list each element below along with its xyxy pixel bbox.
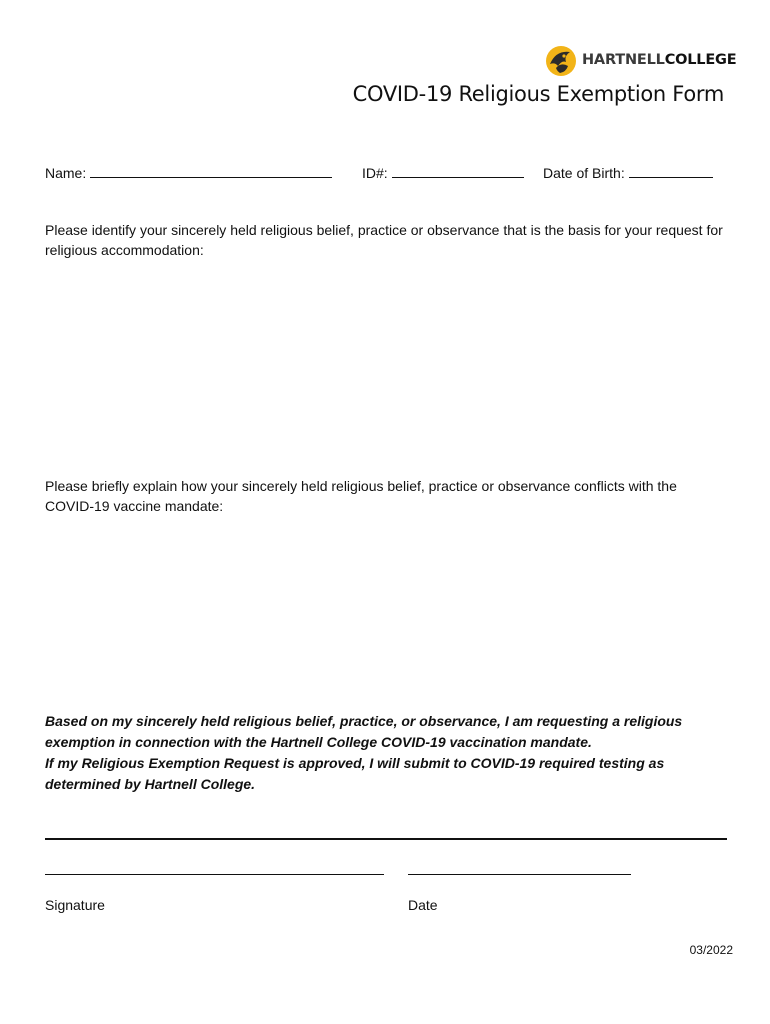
- date-label: Date: [408, 897, 438, 913]
- logo-text-college: COLLEGE: [664, 52, 737, 68]
- hartnell-hawk-logo-icon: [544, 44, 578, 78]
- logo-wordmark: [582, 52, 736, 68]
- signature-label: Signature: [45, 897, 105, 913]
- dob-label: Date of Birth:: [543, 165, 625, 181]
- section-divider: [45, 838, 727, 840]
- page-title: COVID-19 Religious Exemption Form: [352, 82, 724, 106]
- conflict-question: Please briefly explain how your sincerely held religious belief, practice or observance conflicts with the COVID-19 vaccine mandate:: [45, 478, 677, 514]
- conflict-answer-area[interactable]: [45, 526, 725, 696]
- name-field-line[interactable]: [90, 163, 332, 178]
- id-label: ID#:: [362, 165, 388, 181]
- name-field-group: [45, 163, 332, 181]
- college-logo: [544, 44, 737, 78]
- id-field-line[interactable]: [392, 163, 524, 178]
- date-line[interactable]: [408, 874, 631, 875]
- exemption-statement: [45, 711, 725, 795]
- id-field-group: [362, 163, 524, 181]
- name-label: Name:: [45, 165, 87, 181]
- dob-field-group: [543, 163, 713, 181]
- statement-testing: If my Religious Exemption Request is approved, I will submit to COVID-19 required testing as determined by Hartnell College.: [45, 755, 665, 792]
- logo-text-hartnell: HARTNELL: [582, 52, 665, 68]
- statement-request: Based on my sincerely held religious belief, practice, or observance, I am requesting a religious exemption in connection with the Hartnell College COVID-19 vaccination mandate.: [45, 713, 683, 750]
- belief-question: Please identify your sincerely held religious belief, practice or observance that is the basis for your request for religious accommodation:: [45, 222, 723, 258]
- dob-field-line[interactable]: [629, 163, 713, 178]
- belief-answer-area[interactable]: [45, 270, 725, 460]
- revision-date: 03/2022: [689, 943, 733, 957]
- signature-line[interactable]: [45, 874, 384, 875]
